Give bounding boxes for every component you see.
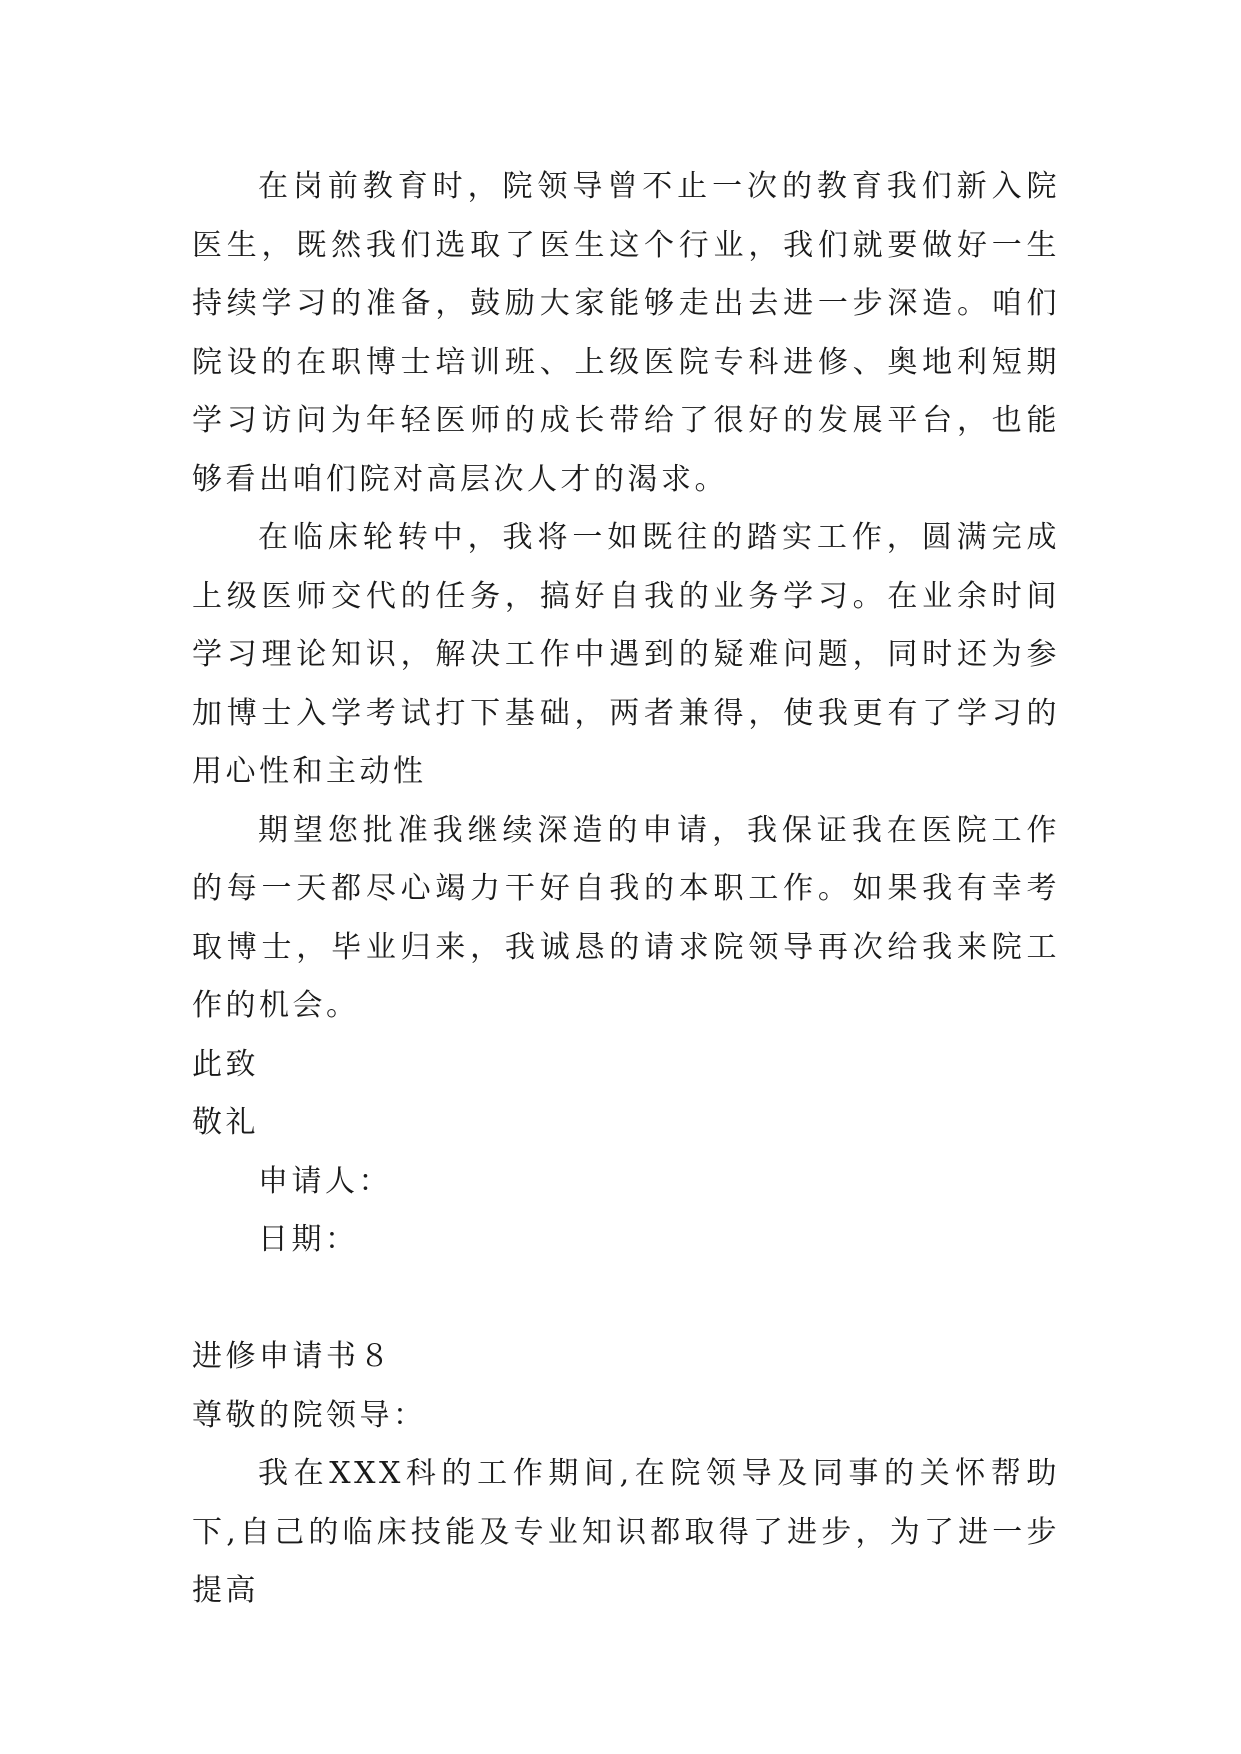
body-paragraph-1: 在岗前教育时，院领导曾不止一次的教育我们新入院医生，既然我们选取了医生这个行业，我们就要做好一生持续学习的准备，鼓励大家能够走出去进一步深造。咱们院设的在职博士培训班、上级医院专科进修、奥地利短期学习访问为年轻医师的成长带给了很好的发展平台，也能够看出咱们院对高层次人才的渴求。 (192, 169, 1060, 497)
closing-ci-zhi: 此致 (192, 1046, 259, 1082)
closing-jing-li: 敬礼 (192, 1105, 259, 1140)
spacer (192, 1270, 1060, 1329)
salutation: 尊敬的院领导： (192, 1397, 427, 1433)
applicant-label: 申请人： (258, 1163, 392, 1199)
section-title: 进修申请书８ (192, 1339, 393, 1374)
body-paragraph-2: 在临床轮转中，我将一如既往的踏实工作，圆满完成上级医师交代的任务，搞好自我的业务学习。在业余时间学习理论知识，解决工作中遇到的疑难问题，同时还为参加博士入学考试打下基础，两者兼得，使我更有了学习的用心性和主动性 (192, 520, 1060, 789)
date-label: 日期： (258, 1222, 359, 1257)
document-page (192, 158, 1060, 1621)
body-paragraph-3: 期望您批准我继续深造的申请，我保证我在医院工作的每一天都尽心竭力干好自我的本职工作。如果我有幸考取博士，毕业归来，我诚恳的请求院领导再次给我来院工作的机会。 (192, 812, 1060, 1023)
body-paragraph-4: 我在XXX科的工作期间,在院领导及同事的关怀帮助下,自己的临床技能及专业知识都取得了进步，为了进一步提高 (192, 1456, 1060, 1608)
